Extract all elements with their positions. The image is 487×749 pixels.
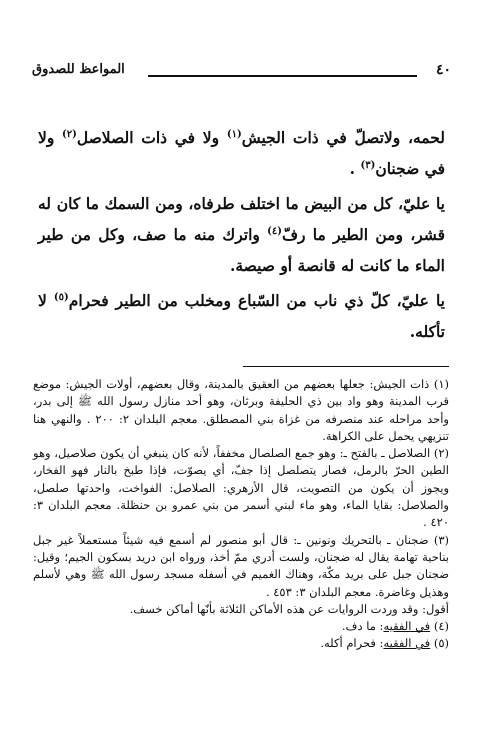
footnote-separator (243, 366, 449, 367)
source-reference: في الفقيه (383, 619, 431, 634)
footnote-ref[interactable]: (٤) (267, 225, 282, 237)
text-run: لحمه، ولاتصلّ في ذات الجيش (241, 128, 445, 147)
footnote-ref[interactable]: (٣) (360, 159, 376, 171)
text-run: يا عليّ، كلّ ذي ناب من السّباع ومخلب من الطير فحرام (68, 291, 445, 310)
footnote-number: (٥) (433, 636, 449, 651)
footnote-3: (٣) ضجنان ـ بالتحريك ونونين ـ: قال أبو منصور لم أسمع فيه شيئاً مستعملاً غير جبل بناحية تهامة يقال له ضجنان، ولست أدري ممّ أخذ، ورواه ابن دريد بسكون الجيم؛ وقيل: ضجنان جبل على بريد مكّة، وهناك الغميم في أسفله مسجد رسول الله ﷺ وهي لأسلم وهذيل وغاضرة. معجم البلدان ٣: ٤٥٣ . (33, 532, 449, 599)
footnote-ref[interactable]: (١) (226, 128, 242, 140)
main-text (38, 122, 445, 347)
footnote-3-comment: أقول: وقد وردت الروايات عن هذه الأماكن الثلاثة بأنّها أماكن خسف. (129, 601, 449, 616)
footnote-number: (٤) (433, 619, 449, 634)
running-title: المواعظ للصدوق (32, 62, 125, 77)
text-run: ولا في ضجنان (38, 128, 445, 178)
footnote-2: (٢) الصلاصل ـ بالفتح ـ: وهو جمع الصلصال مخففاً، لأنه كان ينبغي أن يكون صلاصيل، وهو الطين الحرّ بالرمل، فصار يتصلصل إذا جفّ، أي يصوّت، فإذا طبخ بالنار فهو الفخار، ويجوز أن يكون من التصويت، قال الأزهري: الصلاصل: الفواخت، واحدتها صلصل، والصلاصل: بقايا الماء، وهو ماء لبني أسمر من بني عمرو بن حنظلة. معجم البلدان ٣: ٤٢٠ . (33, 446, 449, 530)
paragraph (38, 285, 445, 347)
text-run: . (349, 159, 361, 178)
footnotes (33, 376, 449, 653)
page-number: ٤٠ (435, 62, 451, 78)
footnote-text: : فحرام أكله. (320, 636, 384, 651)
footnote-4 (33, 618, 449, 635)
footnote-1: (١) ذات الجيش: جعلها بعضهم من العقيق بالمدينة، وقال بعضهم، أولات الجيش: موضع قرب المدينة وهو واد بين ذي الحليفة وبرثان، وهو أحد منازل رسول الله ﷺ إلى بدر، وأحد مراحله عند منصرفه من غزاة بني المصطلق. معجم البلدان ٢: ٢٠٠ . والنهي هنا تنزيهي يحمل على الكراهة. (33, 377, 449, 443)
page-header (30, 62, 457, 82)
footnote-5 (33, 635, 449, 652)
paragraph (38, 122, 445, 184)
text-run: واترك منه ما صف، وكل من طير الماء ما كانت له قانصة أو صيصة. (38, 225, 445, 275)
header-rule (148, 75, 417, 77)
footnote-ref[interactable]: (٢) (62, 128, 77, 140)
footnote-text: : ما دف. (341, 619, 384, 634)
paragraph (38, 188, 445, 281)
text-run: ولا في ذات الصلاصل (76, 128, 227, 147)
text-run: يا عليّ، كل من البيض ما اختلف طرفاه، ومن السمك ما كان له قشر، ومن الطير ما رفّ (38, 194, 445, 244)
text-run: لا تأكله. (38, 291, 445, 341)
footnote-ref[interactable]: (٥) (53, 291, 69, 303)
source-reference: في الفقيه (383, 636, 431, 651)
